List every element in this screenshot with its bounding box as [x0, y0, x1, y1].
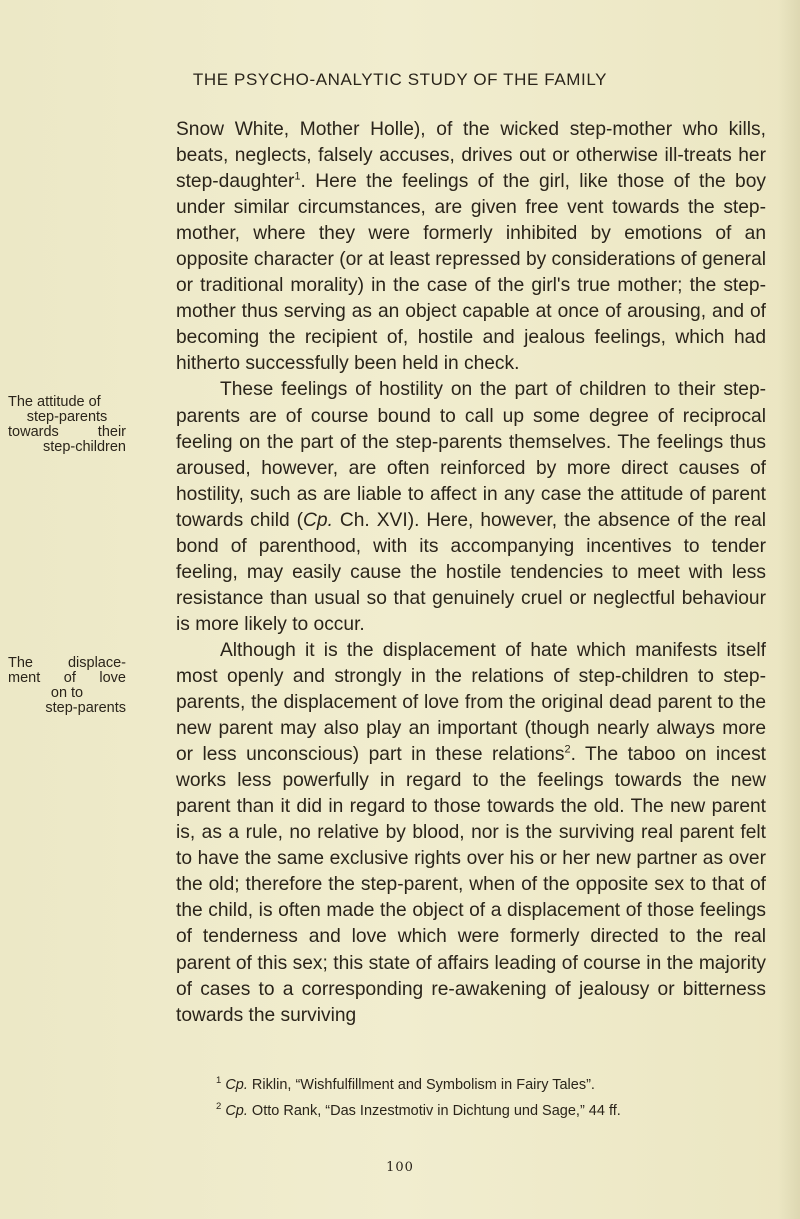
marginal-note-2: [8, 656, 126, 716]
marginal-note-1: [8, 395, 126, 455]
marginal-note-1-line-4: step-children: [42, 439, 126, 455]
footnote-2-cp: Cp.: [225, 1102, 248, 1119]
running-head: THE PSYCHO-ANALYTIC STUDY OF THE FAMILY: [192, 70, 608, 89]
marginal-note-2-line-2: ment of love: [8, 670, 126, 686]
paragraph-2-cp: Cp.: [303, 509, 333, 531]
page-number: 100: [386, 1160, 414, 1175]
marginal-note-1-line-3: towards their: [8, 424, 126, 440]
body-text: [176, 117, 766, 1029]
paragraph-2-text-b: Ch. XVI). Here, however, the absence of the real bond of parenthood, with its accompanying incentives to tender feeling, may easily cause the hostile tendencies to meet with less resistance than usual so that genuinely cruel or neglectful behaviour is more likely to occur.: [176, 509, 767, 635]
paragraph-2: [176, 377, 766, 637]
paragraph-3: [176, 638, 766, 1029]
marginal-note-2-line-1: The displace-: [8, 655, 126, 671]
marginal-note-2-line-4: step-parents: [45, 700, 126, 716]
footnote-ref-2: 2: [564, 743, 571, 756]
footnote-2-text: Otto Rank, “Das Inzestmotiv in Dichtung und Sage,” 44 ff.: [247, 1102, 621, 1119]
footnote-1: [216, 1070, 776, 1096]
marginal-note-2-line-3: on to: [50, 685, 84, 701]
paragraph-3-text-a: Although it is the displacement of hate which manifests itself most openly and strongly in the relations of step-children to step-parents, the displacement of love from the original dead parent to the new parent may also play an important (though nearly always more or less unconscious) part in these relations: [176, 639, 766, 766]
footnote-1-text: Riklin, “Wishfulfillment and Symbolism in Fairy Tales”.: [247, 1076, 595, 1093]
paragraph-1-text-a: Snow White, Mother Holle), of the wicked step-mother who kills, beats, neglects, falsely accuses, drives out or otherwise ill-treats her step-daughter: [176, 119, 766, 193]
paragraph-3-text-b: . The taboo on incest works less powerfully in regard to the feelings towards the new parent than it did in regard to those towards the old. The new parent is, as a rule, no relative by blood, nor is the surviving real parent felt to have the same exclusive rights over his or her new partner as over the old; therefore the step-parent, when of the opposite sex to that of the child, is often made the object of a displacement of those feelings of tenderness and love which were formerly directed to the real parent of this sex; this state of affairs leading of course in the majority of cases to a corresponding re-awakening of jealousy or bitterness towards the surviving: [176, 744, 766, 1026]
footnote-1-cp: Cp.: [225, 1076, 248, 1093]
paragraph-1-text-b: . Here the feelings of the girl, like those of the boy under similar circumstances, are given free vent towards the step-mother, where they were formerly inhibited by emotions of an opposite character (or at least repressed by considerations of general or traditional morality) in the case of the girl's true mother; the step-mother thus serving as an object capable at once of arousing, and of becoming the recipient of, hostile and jealous feelings, which had hitherto successfully been held in check.: [176, 171, 766, 375]
marginal-note-1-line-1: The attitude of: [8, 394, 101, 410]
paragraph-2-text-a: These feelings of hostility on the part of children to their step-parents are of course bound to call up some degree of reciprocal feeling on the part of the step-parents themselves. The feelings thus aroused, however, are often reinforced by more direct causes of hostility, such as are liable to affect in any case the attitude of parent towards child (: [176, 379, 766, 531]
marginal-note-1-line-2: step-parents: [26, 409, 108, 425]
footnote-1-number: 1: [216, 1075, 222, 1086]
footnote-2: [216, 1096, 776, 1122]
footnote-ref-1: 1: [294, 170, 301, 183]
page-edge-shadow: [778, 0, 800, 1219]
footnotes: [216, 1070, 776, 1122]
paragraph-1: [176, 117, 766, 377]
footnote-2-number: 2: [216, 1100, 222, 1112]
